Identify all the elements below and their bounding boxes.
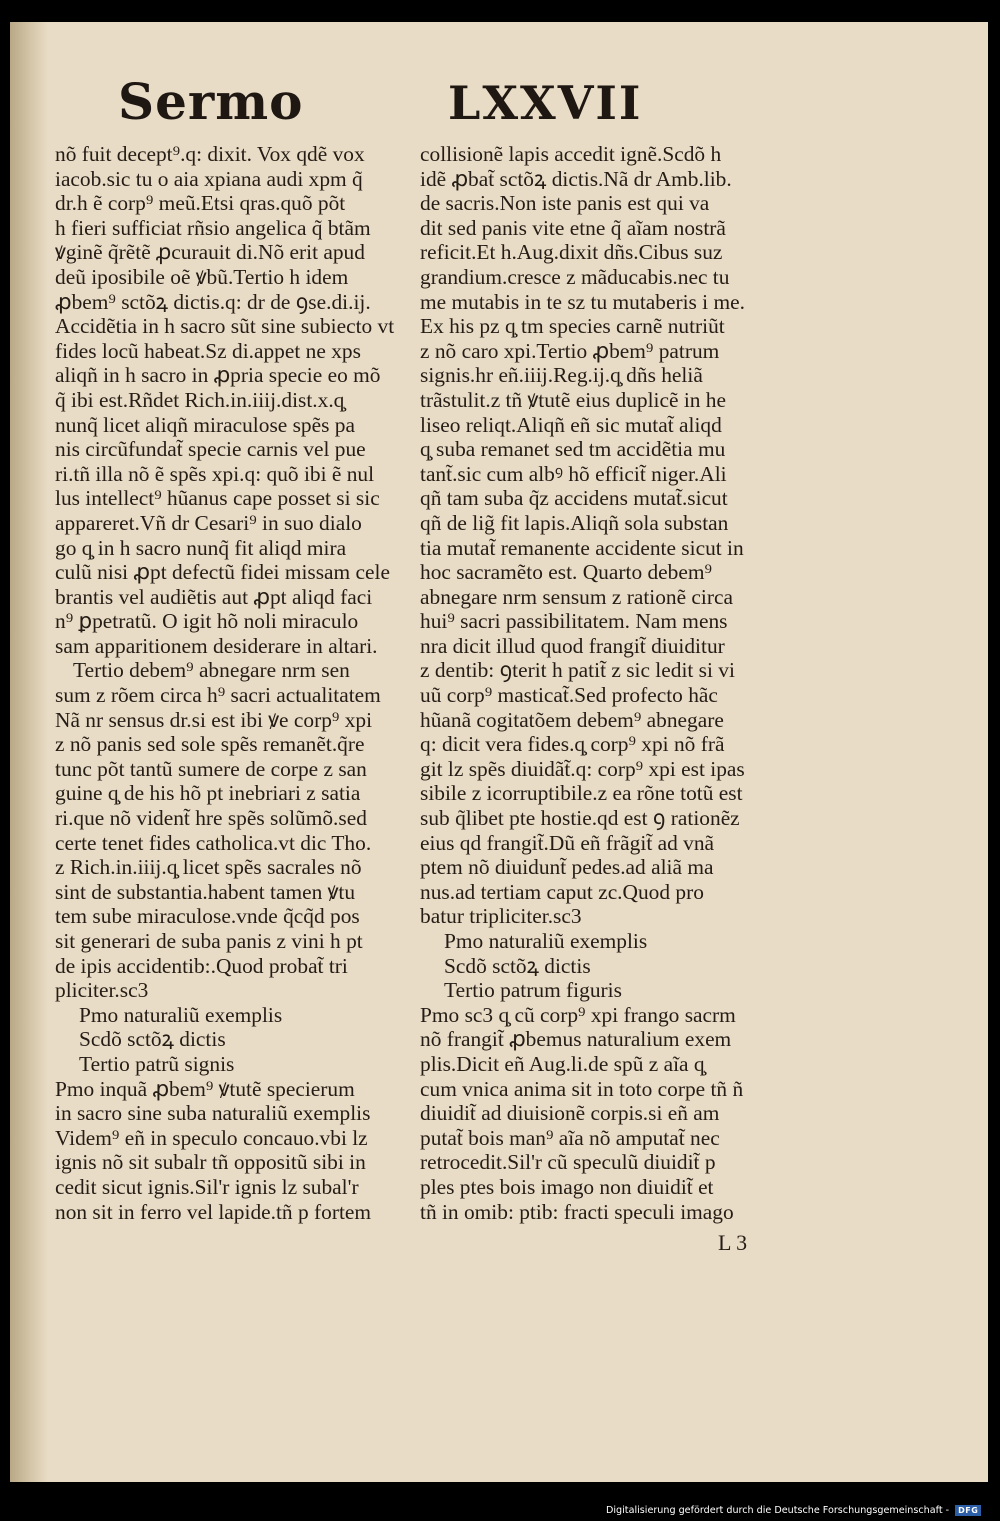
text-line: diuidit̃ ad diuisionẽ corpis.si eñ am (420, 1101, 720, 1126)
text-line: eius qd frangit̃.Dũ eñ frãgit̃ ad vnã (420, 830, 715, 855)
text-line: grandium.cresce z mãducabis.nec tu (420, 264, 730, 289)
footer (606, 1500, 981, 1520)
text-line: Tertio patrum figuris (444, 978, 622, 1003)
text-line: ri.que nõ vident̃ hre spẽs solũmõ.sed (55, 806, 367, 831)
text-line: Ex his pz q̧ tm species carnẽ nutriũt (420, 314, 725, 339)
text-line: nõ frangit̃ ꝓbemus naturalium exem (420, 1027, 732, 1052)
text-line: n⁹ ꝑpetratũ. O igit hõ noli miraculo (55, 609, 359, 634)
text-line: aliqñ in h sacro in ꝓpria specie eo mõ (55, 363, 381, 388)
text-line: ꝓbem⁹ sctõꝝ dictis.q: dr de ꝯse.di.ij. (55, 289, 371, 314)
text-line: Pmo naturaliũ exemplis (79, 1002, 283, 1027)
text-line: de ipis accidentib:.Quod probat̃ tri (55, 953, 348, 978)
text-line: Videm⁹ eñ in speculo concauo.vbi lz (55, 1125, 368, 1150)
gutter-shadow (10, 22, 48, 1482)
text-line: q̧ suba remanet sed tm accidẽtia mu (420, 437, 726, 462)
text-line: putat̃ bois man⁹ aĩa nõ amputat̃ nec (420, 1125, 720, 1150)
text-line: cedit sicut ignis.Sil'r ignis lz subal'r (55, 1174, 359, 1199)
text-line: Pmo sc3 q̧ cũ corp⁹ xpi frango sacrm (420, 1002, 736, 1027)
text-line: tñ in omib: ptib: fracti speculi imago (420, 1199, 734, 1224)
running-head (118, 72, 678, 152)
text-line: iacob.sic tu o aia xpiana audi xpm q̃ (55, 166, 363, 191)
text-line: ꝟginẽ q̃rẽtẽ ꝓcurauit di.Nõ erit apud (55, 240, 365, 265)
text-line: plis.Dicit eñ Aug.li.de spũ z aĩa q̧ (420, 1051, 705, 1076)
text-line: Nã nr sensus dr.si est ibi ꝟe corp⁹ xpi (55, 707, 373, 732)
text-line: hoc sacramẽto est. Quarto debem⁹ (420, 560, 712, 585)
text-line: tia mutat̃ remanente accidente sicut in (420, 535, 744, 560)
text-line: ples ptes bois imago non diuidit̃ et (420, 1174, 714, 1199)
text-line: guine q̧ de his hõ pt inebriari z satia (55, 781, 361, 806)
signature-mark: L 3 (718, 1230, 748, 1255)
text-line: appareret.Vñ dr Cesari⁹ in suo dialo (55, 510, 362, 535)
text-line: cum vnica anima sit in toto corpe tñ ñ (420, 1076, 744, 1101)
text-line: reficit.Et h.Aug.dixit dñs.Cibus suz (420, 240, 723, 265)
text-line: q: dicit vera fides.q̧ corp⁹ xpi nõ frã (420, 732, 725, 757)
text-line: culũ nisi ꝓpt defectũ fidei missam cele (55, 560, 390, 585)
text-line: sam apparitionem desiderare in altari. (55, 633, 378, 658)
text-line: nus.ad tertiam caput zc.Quod pro (420, 879, 704, 904)
folio-number: LXXVII (448, 76, 643, 130)
text-line: brantis vel audiẽtis aut ꝓpt aliqd faci (55, 584, 373, 609)
text-line: sum z rõem circa h⁹ sacri actualitatem (55, 683, 381, 708)
footer-credit: Digitalisierung gefördert durch die Deutsche Forschungsgemeinschaft - (606, 1504, 950, 1516)
text-line: batur tripliciter.sc3 (420, 904, 582, 929)
text-line: z nõ caro xpi.Tertio ꝓbem⁹ patrum (420, 338, 720, 363)
text-line: qñ de lig̃ fit lapis.Aliqñ sola substan (420, 510, 729, 535)
right-column (420, 142, 775, 1224)
text-line: pliciter.sc3 (55, 978, 149, 1003)
text-line: git lz spẽs diuidãt̃.q: corp⁹ xpi est ipas (420, 756, 745, 781)
text-line: fides locũ habeat.Sz di.appet ne xps (55, 338, 361, 363)
text-line: z nõ panis sed sole spẽs remanẽt.q̃re (55, 732, 365, 757)
text-line: h fieri sufficiat rñsio angelica q̃ btãm (55, 215, 371, 240)
text-line: z dentib: ꝯterit h patit̃ z sic ledit si vi (420, 658, 735, 683)
text-line: hui⁹ sacri passibilitatem. Nam mens (420, 609, 728, 634)
text-line: sint de substantia.habent tamen ꝟtu (55, 879, 356, 904)
text-line: nra dicit illud quod frangit̃ diuiditur (420, 633, 725, 658)
text-line: go q̧ in h sacro nunq̃ fit aliqd mira (55, 535, 347, 560)
text-line: liseo reliqt.Aliqñ eñ sic mutat̃ aliqd (420, 412, 722, 437)
book-page (10, 22, 988, 1482)
text-line: dit sed panis vite etne q̃ aĩam nostrã (420, 215, 726, 240)
text-line: Scdõ sctõꝝ dictis (79, 1027, 226, 1052)
text-line: nis circũfundat̃ specie carnis vel pue (55, 437, 366, 462)
text-line: sibile z icorruptibile.z ea rõne totũ est (420, 781, 743, 806)
text-line: ignis nõ sit subalr tñ oppositũ sibi in (55, 1150, 366, 1175)
left-column (55, 142, 410, 1224)
text-line: nõ fuit decept⁹.q: dixit. Vox qdẽ vox (55, 142, 365, 166)
text-line: Pmo inquã ꝓbem⁹ ꝟtutẽ specierum (55, 1076, 355, 1101)
text-line: trãstulit.z tñ ꝟtutẽ eius duplicẽ in he (420, 387, 726, 412)
text-line: non sit in ferro vel lapide.tñ p fortem (55, 1199, 372, 1224)
text-line: certe tenet fides catholica.vt dic Tho. (55, 830, 372, 855)
text-line: Pmo naturaliũ exemplis (444, 929, 648, 953)
running-title: Sermo (118, 72, 304, 131)
text-line: idẽ ꝓbat̃ sctõꝝ dictis.Nã dr Amb.lib. (420, 166, 732, 191)
text-line: q̃ ibi est.Rñdet Rich.in.iiij.dist.x.q̧ (55, 387, 345, 412)
text-line: uũ corp⁹ masticat̃.Sed profecto hãc (420, 683, 718, 708)
text-line: sub q̃libet pte hostie.qd est ꝯ rationẽz (420, 806, 740, 831)
text-line: Accidẽtia in h sacro sũt sine subiecto vt (55, 314, 395, 339)
text-line: dr.h ẽ corp⁹ meũ.Etsi qras.quõ põt (55, 191, 346, 216)
text-line: Scdõ sctõꝝ dictis (444, 953, 591, 978)
text-line: collisionẽ lapis accedit ignẽ.Scdõ h (420, 142, 722, 166)
text-line: qñ tam suba q̃z accidens mutat̃.sicut (420, 486, 728, 511)
text-line: Tertio patrũ signis (79, 1051, 235, 1076)
text-line: tant̃.sic cum albꝰ hõ efficit̃ niger.Ali (420, 461, 727, 486)
dfg-logo: DFG (955, 1505, 981, 1516)
text-line: hũanã cogitatõem debem⁹ abnegare (420, 707, 724, 732)
text-line: de sacris.Non iste panis est qui va (420, 191, 710, 216)
text-line: ptem nõ diuidunt̃ pedes.ad aliã ma (420, 855, 714, 880)
text-line: retrocedit.Sil'r cũ speculũ diuidit̃ p (420, 1150, 716, 1175)
text-line: abnegare nrm sensum z rationẽ circa (420, 584, 733, 609)
text-line: ri.tñ illa nõ ẽ spẽs xpi.q: quõ ibi ẽ nul (55, 461, 375, 486)
text-line: z Rich.in.iiij.q̧ licet spẽs sacrales nõ (55, 855, 362, 880)
text-line: lus intellect⁹ hũanus cape posset si sic (55, 486, 380, 511)
text-line: deũ iposibile oẽ ꝟbũ.Tertio h idem (55, 264, 349, 289)
text-line: me mutabis in te sz tu mutaberis i me. (420, 289, 745, 314)
text-line: in sacro sine suba naturaliũ exemplis (55, 1101, 371, 1126)
text-line: signis.hr eñ.iiij.Reg.ij.q̧ dñs heliã (420, 363, 703, 388)
text-line: nunq̃ licet aliqñ miraculose spẽs pa (55, 412, 355, 437)
text-line: tem sube miraculose.vnde q̃cq̃d pos (55, 904, 360, 929)
text-line: Tertio debem⁹ abnegare nrm sen (73, 658, 350, 683)
text-line: sit generari de suba panis z vini h pt (55, 929, 363, 953)
text-line: tunc põt tantũ sumere de corpe z san (55, 756, 367, 781)
